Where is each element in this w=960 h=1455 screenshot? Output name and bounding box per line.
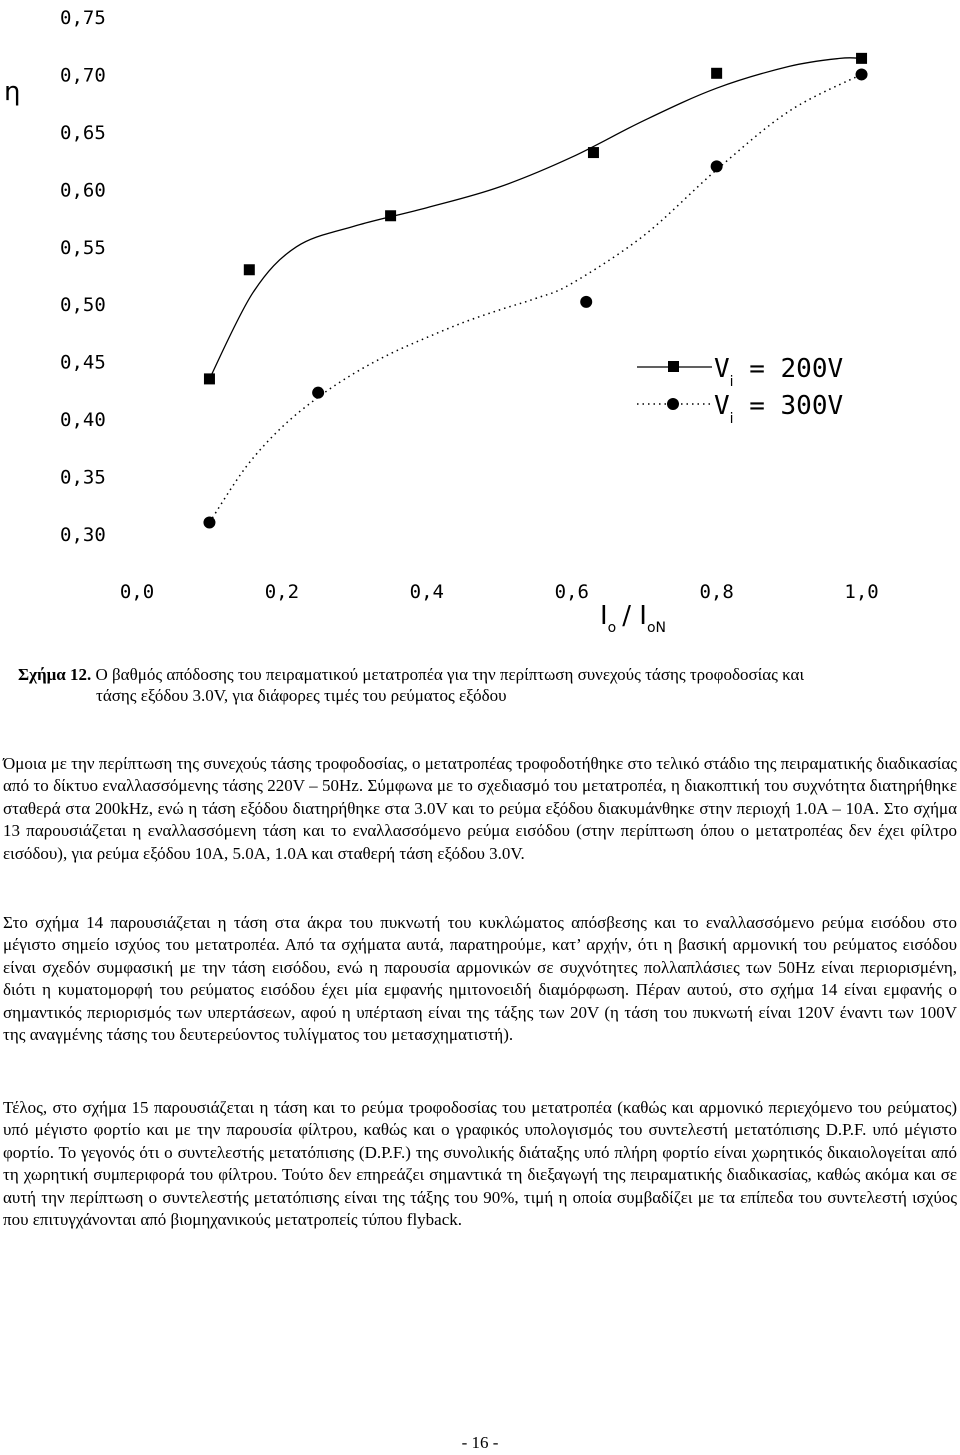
data-point-200v bbox=[385, 210, 396, 221]
legend-label-300v: $V_i = 300V$ bbox=[714, 391, 844, 427]
figure-caption bbox=[18, 664, 946, 706]
y-tick-label: 0,55 bbox=[60, 236, 106, 259]
y-tick-label: 0,45 bbox=[60, 351, 106, 374]
legend-label-200v: $V_i = 200V$ bbox=[714, 354, 844, 390]
y-axis-label: η bbox=[4, 77, 21, 107]
x-tick-label: 0,6 bbox=[554, 581, 589, 603]
x-tick-label: 0,2 bbox=[264, 581, 300, 603]
data-point-300v bbox=[312, 387, 324, 399]
y-tick-label: 0,35 bbox=[60, 466, 106, 489]
y-tick-label: 0,60 bbox=[60, 179, 106, 202]
y-tick-label: 0,70 bbox=[60, 64, 106, 87]
page-number: - 16 - bbox=[461, 1433, 499, 1452]
paragraph-1: Όμοια με την περίπτωση της συνεχούς τάσης τροφοδοσίας, ο μετατροπέας τροφοδοτήθηκε στο τελικό στάδιο της πειραματικής διαδικασίας από το δίκτυο εναλλασσόμενης τάσης 220V – 50Hz. Σύμφωνα με το σχεδιασμό του μετατροπέα, η διακοπτική του συχνότητα διατηρήθηκε σταθερά στα 200kHz, ενώ η τάση εξόδου διατηρήθηκε στα 3.0V και το ρεύμα εξόδου διακυμάνθηκε στην περιοχή 1.0A – 10A. Στο σχήμα 13 παρουσιάζεται η εναλλασσόμενη τάση και το εναλλασσόμενο ρεύμα εισόδου (στην περίπτωση όπου ο μετατροπέας δεν έχει φίλτρο εισόδου), για ρεύμα εξόδου 10A, 5.0A, 1.0A και σταθερή τάση εξόδου 3.0V. bbox=[3, 754, 957, 863]
y-tick-label: 0,30 bbox=[60, 524, 106, 546]
y-tick-label: 0,40 bbox=[60, 409, 106, 432]
x-tick-label: 0,0 bbox=[119, 581, 155, 603]
x-tick-label: 0,4 bbox=[409, 581, 444, 603]
y-tick-label: 0,65 bbox=[60, 121, 106, 144]
data-point-200v bbox=[856, 53, 867, 64]
y-tick-label: 0,50 bbox=[60, 294, 106, 317]
caption-line-1: Ο βαθμός απόδοσης του πειραματικού μετατροπέα για την περίπτωση συνεχούς τάσης τροφοδοσίας και bbox=[95, 665, 805, 684]
data-point-200v bbox=[204, 373, 215, 384]
series-300v-fit-line bbox=[210, 74, 862, 522]
data-point-300v bbox=[711, 160, 723, 172]
efficiency-chart bbox=[0, 0, 960, 640]
paragraph-3: Τέλος, στο σχήμα 15 παρουσιάζεται η τάση και το ρεύμα τροφοδοσίας του μετατροπέα (καθώς και αρμονικό περιεχόμενο του ρεύματος) υπό μέγιστο φορτίο και με την παρουσία φίλτρου, καθώς και ο γραφικός υπολογισμός του συντελεστή μετατόπισης D.P.F. υπό μέγιστο φορτίο. Το γεγονός ότι ο συντελεστής μετατόπισης (D.P.F.) της συνολικής διάταξης υπό πλήρη φορτίο είναι χωρητικός δικαιολογείται από τη χωρητική συμπεριφορά του φίλτρου. Τούτο δεν επηρεάζει σημαντικά τη διεξαγωγή της πειραματικής διαδικασίας, καθώς ακόμα και σε αυτή την περίπτωση ο συντελεστής μετατόπισης είναι της τάξης του 90%, τιμή η οποία συμβαδίζει με τα επίπεδα του συντελεστή ισχύος που επιτυγχάνονται από βιομηχανικούς μετατροπείς τύπου flyback. bbox=[3, 1098, 957, 1230]
series-200v-fit-line bbox=[210, 58, 862, 379]
data-point-200v bbox=[711, 68, 722, 79]
data-point-200v bbox=[244, 264, 255, 275]
caption-line-2: τάσης εξόδου 3.0V, για διάφορες τιμές του ρεύματος εξόδου bbox=[96, 686, 507, 705]
x-tick-label: 1,0 bbox=[844, 581, 879, 603]
y-tick-label: 0,75 bbox=[60, 7, 106, 29]
x-tick-label: 0,8 bbox=[699, 581, 734, 603]
legend-square-marker bbox=[668, 361, 679, 372]
paragraph-2: Στο σχήμα 14 παρουσιάζεται η τάση στα άκρα του πυκνωτή του κυκλώματος απόσβεσης και το εναλλασσόμενο ρεύμα εισόδου στο μέγιστο σημείο ισχύος του μετατροπέα. Από τα σχήματα αυτά, παρατηρούμε, κατ’ αρχήν, ότι η βασική αρμονική του ρεύματος εισόδου είναι σχεδόν συμφασική με την τάση εισόδου, ενώ η παρουσία αρμονικών σε συχνότητες πολλαπλάσιες των 50Hz είναι περιορισμένη, διότι η κυματομορφή του ρεύματος εισόδου έχει μία εμφανής ημιτονοειδή διαμόρφωση. Πέραν αυτού, στο σχήμα 14 είναι εμφανής ο σημαντικός περιορισμός των υπερτάσεων, αφού η υπέρταση είναι της τάξης των 20V (η τάση του πυκνωτή είναι 120V έναντι των 100V της αναγμένης τάσης του δευτερεύοντος τυλίγματος του μετασχηματιστή). bbox=[3, 913, 957, 1045]
data-point-300v bbox=[856, 68, 868, 80]
data-point-300v bbox=[580, 296, 592, 308]
data-point-300v bbox=[203, 517, 215, 529]
caption-label: Σχήμα 12. bbox=[18, 665, 92, 684]
data-point-200v bbox=[588, 147, 599, 158]
x-axis-label: $I_o / I_{oN}$ bbox=[600, 601, 666, 636]
legend-circle-marker bbox=[667, 398, 679, 410]
legend bbox=[637, 354, 843, 427]
